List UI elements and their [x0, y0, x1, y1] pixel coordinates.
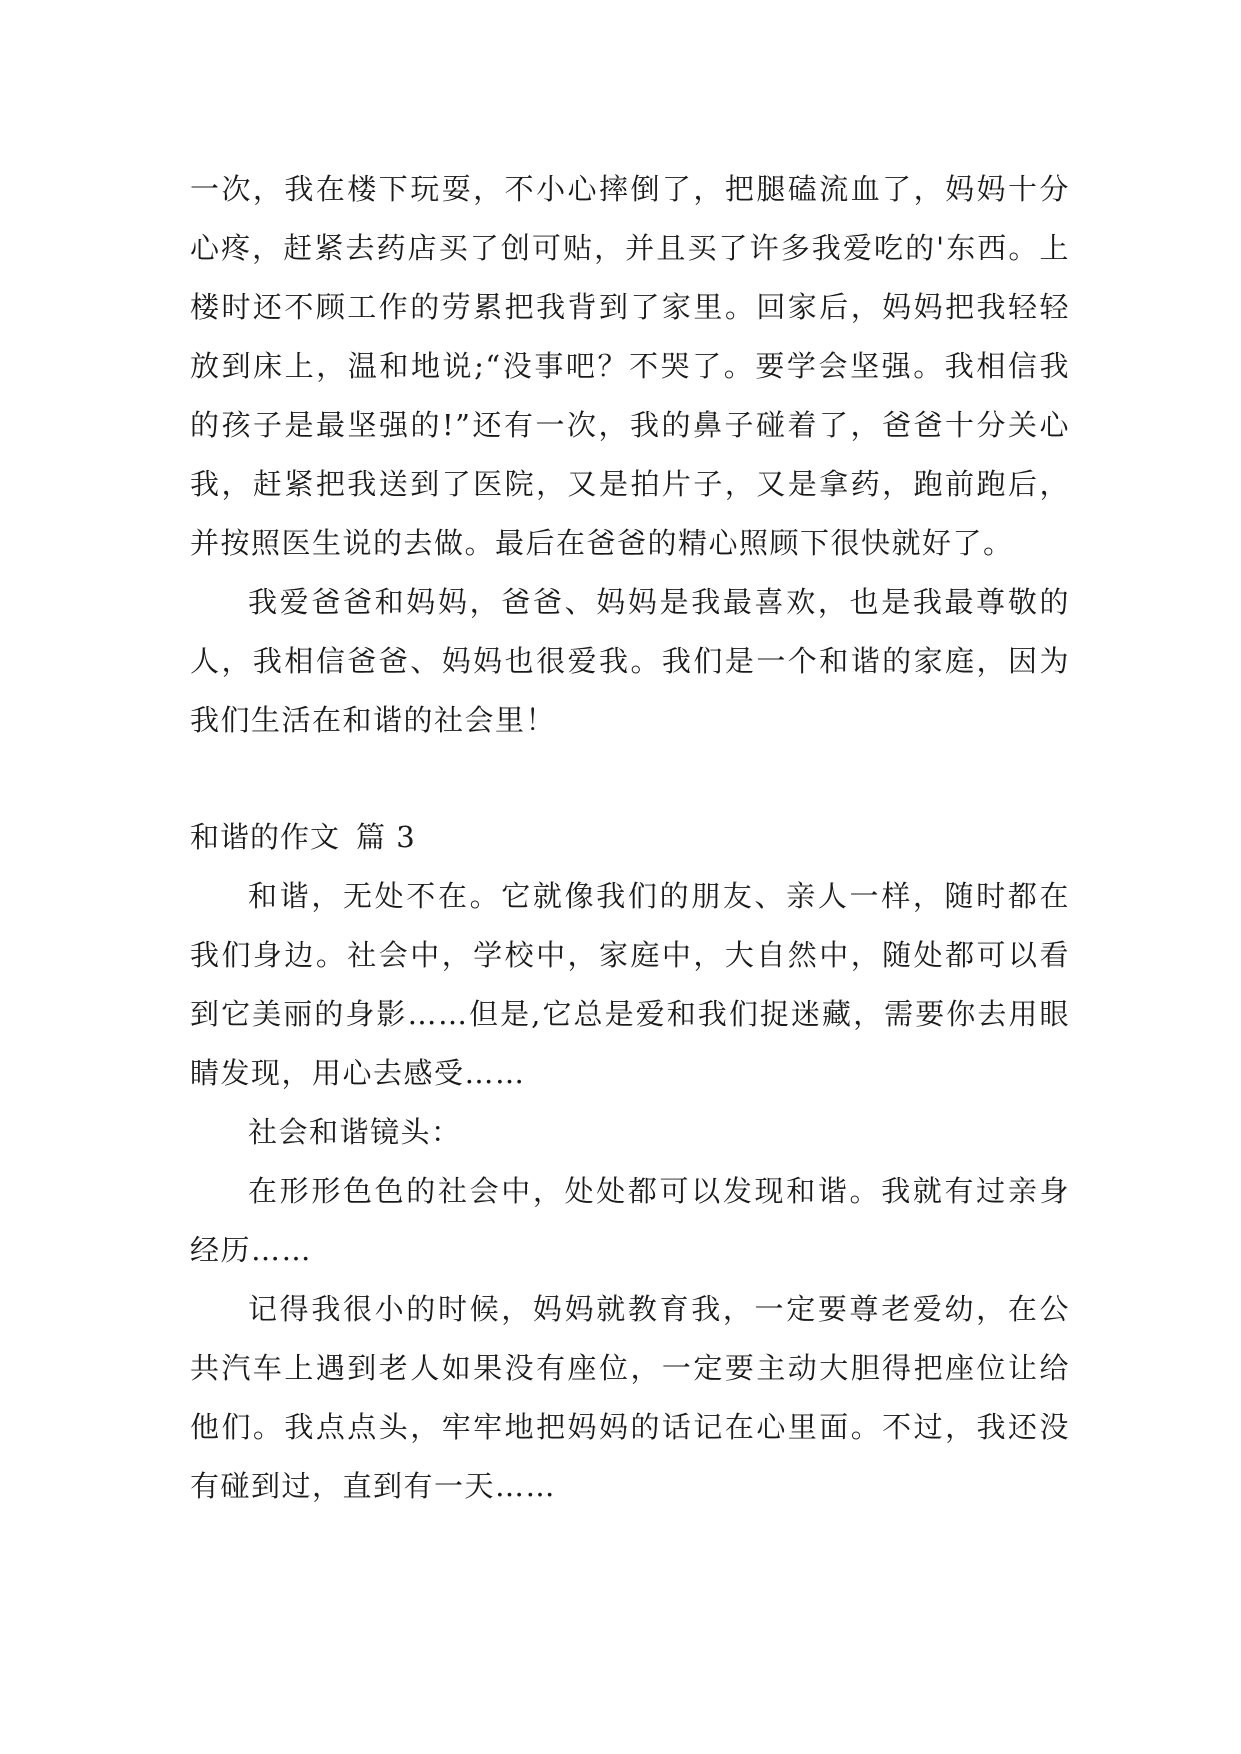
paragraph-story-injury: 一次，我在楼下玩耍，不小心摔倒了，把腿磕流血了，妈妈十分心疼，赶紧去药店买了创可贴，并且买了许多我爱吃的'东西。上楼时还不顾工作的劳累把我背到了家里。回家后，妈妈把我轻轻放到床上，温和地说;“没事吧？不哭了。要学会坚强。我相信我的孩子是最坚强的!”还有一次，我的鼻子碰着了，爸爸十分关心我，赶紧把我送到了医院，又是拍片子，又是拿药，跑前跑后，并按照医生说的去做。最后在爸爸的精心照顾下很快就好了。: [190, 172, 1070, 560]
section-title: 和谐的作文: [190, 820, 341, 854]
section-heading: [190, 808, 1070, 867]
paragraph-harmony-everywhere: 和谐，无处不在。它就像我们的朋友、亲人一样，随时都在我们身边。社会中，学校中，家庭中，大自然中，随处都可以看到它美丽的身影……但是,它总是爱和我们捉迷藏，需要你去用眼睛发现，用心去感受……: [190, 879, 1070, 1090]
paragraph-social-harmony-title: 社会和谐镜头：: [248, 1115, 462, 1149]
section-number: 篇 3: [356, 820, 416, 854]
paragraph-love-parents: 我爱爸爸和妈妈，爸爸、妈妈是我最喜欢，也是我最尊敬的人，我相信爸爸、妈妈也很爱我。我们是一个和谐的家庭，因为我们生活在和谐的社会里！: [190, 585, 1070, 737]
document-page: [190, 160, 1070, 1516]
paragraph-respect-elders: 记得我很小的时候，妈妈就教育我，一定要尊老爱幼，在公共汽车上遇到老人如果没有座位，一定要主动大胆得把座位让给他们。我点点头，牢牢地把妈妈的话记在心里面。不过，我还没有碰到过，直到有一天……: [190, 1292, 1070, 1503]
paragraph-personal-experience: 在形形色色的社会中，处处都可以发现和谐。我就有过亲身经历……: [190, 1174, 1070, 1267]
